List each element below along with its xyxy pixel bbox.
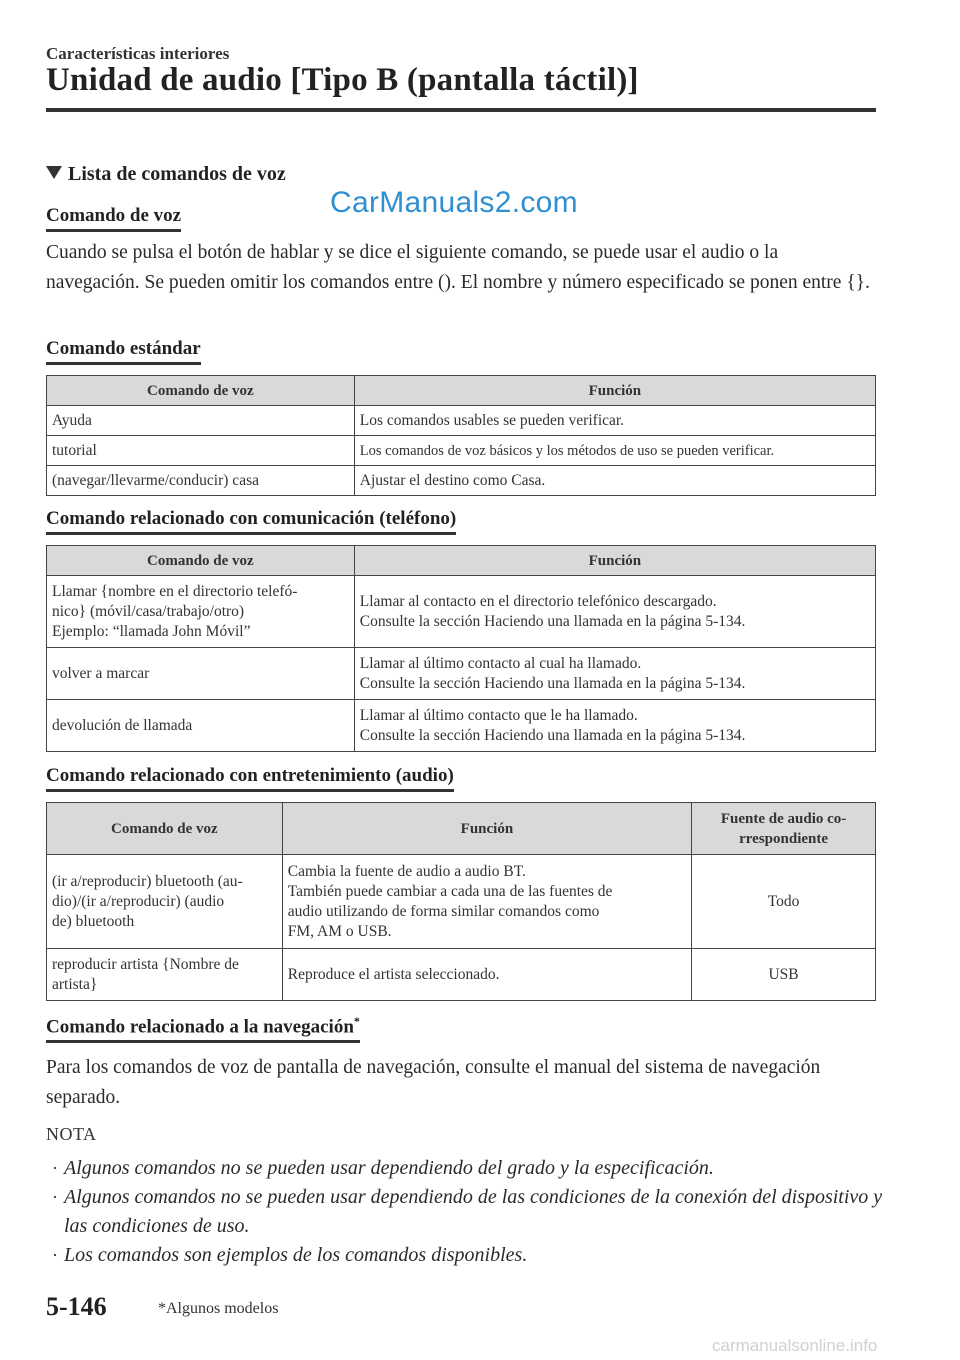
- function-cell: Los comandos de voz básicos y los métodos de uso se pueden verificar.: [354, 436, 875, 466]
- cell-line: Fuente de audio co-: [720, 810, 847, 827]
- column-header: Función: [282, 803, 691, 855]
- navigation-heading: [46, 1014, 360, 1043]
- triangle-down-icon: [46, 166, 62, 179]
- entertainment-table: [46, 802, 876, 1001]
- voice-command-paragraph: Cuando se pulsa el botón de hablar y se dice el siguiente comando, se puede usar el audio o la navegación. Se pueden omitir los comandos entre (). El nombre y número especificado se ponen entre {}.: [46, 242, 870, 293]
- table-row: [47, 436, 876, 466]
- table-row: [47, 576, 876, 648]
- table-row: [47, 648, 876, 700]
- footnote-mark: *: [353, 1014, 360, 1028]
- table-row: [47, 949, 876, 1001]
- bullet-icon: ·: [52, 1245, 58, 1265]
- cell-line: dio)/(ir a/reproducir) (audio: [52, 892, 225, 910]
- standard-heading: Comando estándar: [46, 338, 201, 365]
- table-row: [47, 855, 876, 949]
- subsection-title: Lista de comandos de voz: [68, 163, 286, 185]
- function-cell: [354, 576, 875, 648]
- function-cell: Reproduce el artista seleccionado.: [282, 949, 691, 1001]
- column-header: Comando de voz: [47, 376, 355, 406]
- table-row: [47, 466, 876, 496]
- cell-line: También puede cambiar a cada una de las fuentes de: [287, 882, 613, 900]
- watermark-bottom: carmanualsonline.info: [712, 1336, 878, 1355]
- cell-line: artista}: [52, 975, 98, 993]
- navigation-paragraph: Para los comandos de voz de pantalla de navegación, consulte el manual del sistema de navegación separado.: [46, 1057, 821, 1108]
- note-text: Algunos comandos no se pueden usar dependiendo de las condiciones de la conexión del dispositivo y las condiciones de uso.: [64, 1186, 883, 1237]
- command-cell: [47, 576, 355, 648]
- cell-line: FM, AM o USB.: [287, 922, 392, 940]
- table-header-row: [47, 803, 876, 855]
- source-cell: Todo: [692, 855, 876, 949]
- function-cell: Ajustar el destino como Casa.: [354, 466, 875, 496]
- cell-line: de) bluetooth: [52, 912, 135, 930]
- command-cell: devolución de llamada: [47, 700, 355, 752]
- table-header-row: [47, 376, 876, 406]
- page-title: Unidad de audio [Tipo B (pantalla táctil)]: [46, 62, 639, 98]
- command-cell: (navegar/llevarme/conducir) casa: [47, 466, 355, 496]
- note-text: Algunos comandos no se pueden usar dependiendo del grado y la especificación.: [64, 1157, 714, 1179]
- cell-line: Consulte la sección Haciendo una llamada en la página 5-134.: [359, 674, 746, 692]
- command-cell: [47, 949, 283, 1001]
- function-cell: [282, 855, 691, 949]
- standard-table: [46, 375, 876, 496]
- nota-list: [46, 1154, 886, 1270]
- command-cell: tutorial: [47, 436, 355, 466]
- table-header-row: [47, 546, 876, 576]
- cell-line: Llamar {nombre en el directorio telefó-: [52, 582, 298, 600]
- column-header: Función: [354, 546, 875, 576]
- function-cell: [354, 700, 875, 752]
- column-header: Comando de voz: [47, 803, 283, 855]
- entertainment-heading: Comando relacionado con entretenimiento (audio): [46, 765, 454, 792]
- command-cell: Ayuda: [47, 406, 355, 436]
- nota-title: NOTA: [46, 1124, 97, 1144]
- cell-line: audio utilizando de forma similar comandos como: [287, 902, 600, 920]
- column-header: Comando de voz: [47, 546, 355, 576]
- note-text: Los comandos son ejemplos de los comandos disponibles.: [64, 1244, 528, 1266]
- navigation-heading-text: Comando relacionado a la navegación: [46, 1016, 354, 1038]
- page-number: 5-146: [46, 1292, 107, 1321]
- cell-line: Consulte la sección Haciendo una llamada en la página 5-134.: [359, 726, 746, 744]
- cell-line: Llamar al contacto en el directorio telefónico descargado.: [359, 592, 717, 610]
- source-cell: USB: [692, 949, 876, 1001]
- cell-line: rrespondiente: [739, 830, 829, 847]
- function-cell: Los comandos usables se pueden verificar.: [354, 406, 875, 436]
- title-divider: [46, 108, 876, 112]
- table-row: [47, 700, 876, 752]
- column-header: [692, 803, 876, 855]
- list-item: [46, 1183, 886, 1241]
- list-item: [46, 1154, 886, 1183]
- column-header: Función: [354, 376, 875, 406]
- command-cell: volver a marcar: [47, 648, 355, 700]
- watermark-top: CarManuals2.com: [330, 186, 578, 219]
- command-cell: [47, 855, 283, 949]
- function-cell: [354, 648, 875, 700]
- subsection-heading: [46, 163, 286, 186]
- section-label: Características interiores: [46, 44, 230, 63]
- cell-line: Cambia la fuente de audio a audio BT.: [287, 862, 526, 880]
- cell-line: Llamar al último contacto que le ha llamado.: [359, 706, 638, 724]
- cell-line: reproducir artista {Nombre de: [52, 955, 239, 973]
- cell-line: (ir a/reproducir) bluetooth (au-: [52, 872, 243, 890]
- phone-table: [46, 545, 876, 752]
- footnote: *Algunos modelos: [158, 1300, 279, 1317]
- cell-line: nico} (móvil/casa/trabajo/otro): [52, 602, 245, 620]
- list-item: [46, 1241, 886, 1270]
- cell-line: Ejemplo: “llamada John Móvil”: [52, 622, 251, 640]
- cell-line: Consulte la sección Haciendo una llamada en la página 5-134.: [359, 612, 746, 630]
- voice-command-heading: Comando de voz: [46, 205, 181, 232]
- bullet-icon: ·: [52, 1158, 58, 1178]
- cell-line: Llamar al último contacto al cual ha llamado.: [359, 654, 642, 672]
- phone-heading: Comando relacionado con comunicación (teléfono): [46, 508, 456, 535]
- table-row: [47, 406, 876, 436]
- bullet-icon: ·: [52, 1187, 58, 1207]
